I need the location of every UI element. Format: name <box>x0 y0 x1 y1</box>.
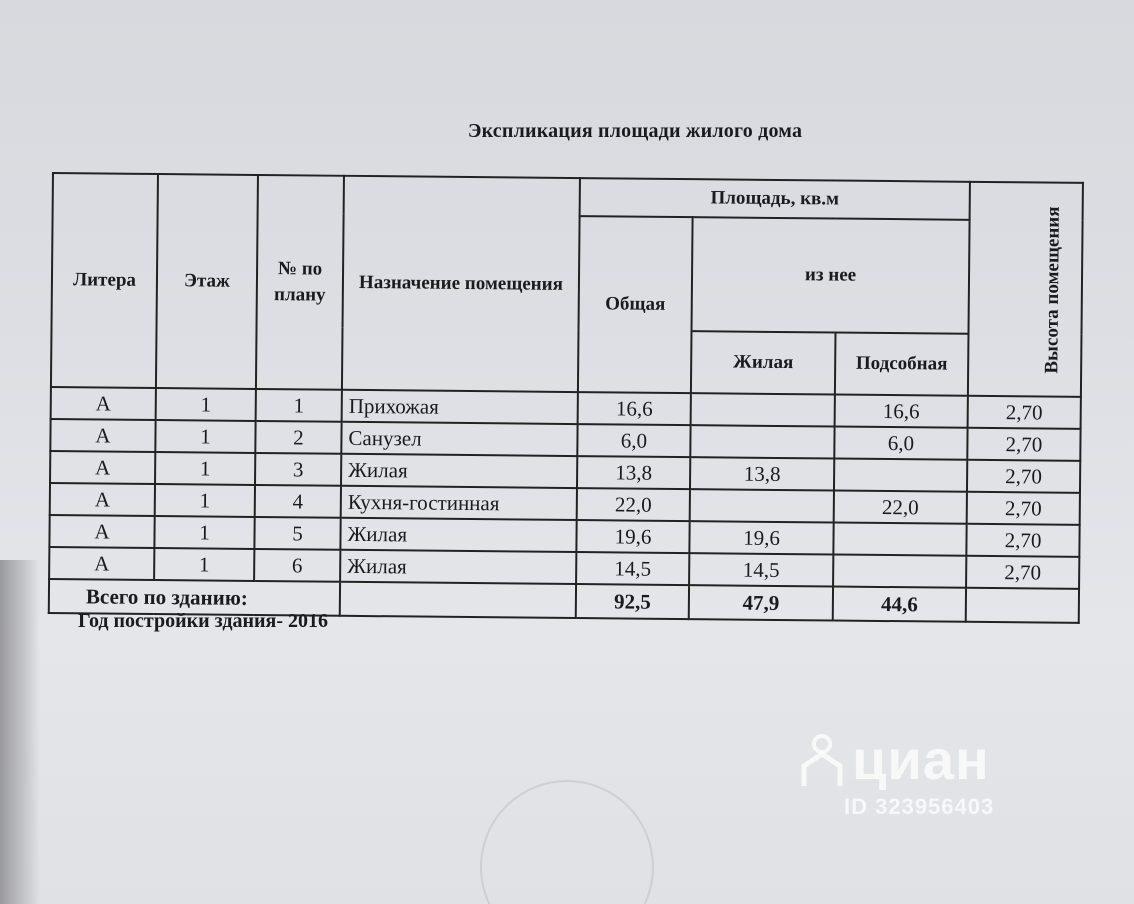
cell-total: 16,6 <box>578 392 691 425</box>
totals-total: 92,5 <box>576 584 689 619</box>
cell-purpose: Жилая <box>341 454 577 488</box>
cell-height: 2,70 <box>966 556 1079 589</box>
cell-litera: А <box>50 419 155 452</box>
cell-auxiliary <box>834 459 967 492</box>
cell-floor: 1 <box>155 452 255 485</box>
cell-plan-no: 1 <box>256 389 342 422</box>
cell-auxiliary <box>833 555 966 588</box>
cell-floor: 1 <box>155 484 255 517</box>
cell-height: 2,70 <box>967 460 1080 493</box>
cell-total: 6,0 <box>577 424 690 457</box>
cell-living: 14,5 <box>689 553 833 586</box>
header-purpose: Назначение помещения <box>342 176 580 392</box>
cell-living: 13,8 <box>690 457 834 490</box>
cell-height: 2,70 <box>967 428 1080 461</box>
cell-total: 19,6 <box>576 520 689 553</box>
cell-purpose: Прихожая <box>342 390 578 424</box>
watermark-id: ID 323956403 <box>844 794 995 819</box>
cell-auxiliary <box>833 523 966 556</box>
cell-plan-no: 6 <box>254 549 340 582</box>
cell-living <box>691 393 835 426</box>
totals-empty-cell <box>340 582 576 618</box>
cell-height: 2,70 <box>966 524 1079 557</box>
cell-auxiliary: 6,0 <box>834 427 967 460</box>
cell-height: 2,70 <box>968 396 1081 429</box>
cell-plan-no: 2 <box>255 421 341 454</box>
cell-floor: 1 <box>155 420 255 453</box>
header-of-which: из нее <box>692 217 970 334</box>
totals-height-empty <box>966 588 1079 623</box>
cell-purpose: Кухня-гостинная <box>341 486 577 520</box>
cell-floor: 1 <box>156 388 256 421</box>
cell-plan-no: 4 <box>255 485 341 518</box>
cell-purpose: Жилая <box>340 518 576 552</box>
faded-stamp <box>480 780 654 904</box>
cell-total: 22,0 <box>577 488 690 521</box>
cell-litera: А <box>49 515 154 548</box>
cell-floor: 1 <box>154 516 254 549</box>
watermark-logo <box>800 728 994 791</box>
header-living: Жилая <box>691 331 836 394</box>
cell-living: 19,6 <box>689 521 833 554</box>
cell-living <box>690 489 834 522</box>
header-litera: Литера <box>51 173 158 388</box>
header-auxiliary: Подсобная <box>835 333 969 396</box>
totals-auxiliary: 44,6 <box>833 587 966 622</box>
watermark <box>800 728 995 820</box>
header-height <box>968 182 1083 397</box>
cell-total: 14,5 <box>576 552 689 585</box>
explication-table <box>48 172 1084 624</box>
cell-plan-no: 3 <box>255 453 341 486</box>
header-height-label: Высота помещения <box>1041 206 1064 374</box>
cell-litera: А <box>50 483 155 516</box>
build-year-note: Год постройки здания- 2016 <box>78 610 328 632</box>
cell-total: 13,8 <box>577 456 690 489</box>
document-title: Экспликация площади жилого дома <box>467 120 803 142</box>
cell-purpose: Санузел <box>341 422 577 456</box>
cell-floor: 1 <box>154 548 254 581</box>
header-total: Общая <box>578 216 693 393</box>
cell-auxiliary: 22,0 <box>834 491 967 524</box>
explication-table-wrapper <box>48 172 1092 624</box>
cell-litera: А <box>49 547 154 580</box>
cell-auxiliary: 16,6 <box>835 395 968 428</box>
watermark-brand: циан <box>852 728 990 791</box>
header-floor: Этаж <box>156 174 258 389</box>
cell-purpose: Жилая <box>340 550 576 584</box>
totals-label: Всего по зданию: <box>49 579 340 616</box>
house-pin-icon <box>800 732 844 788</box>
totals-living: 47,9 <box>689 585 833 620</box>
cell-plan-no: 5 <box>254 517 340 550</box>
cell-litera: А <box>50 451 155 484</box>
cell-height: 2,70 <box>967 492 1080 525</box>
cell-litera: А <box>51 387 156 420</box>
header-plan-no: № по плану <box>256 175 344 390</box>
header-area-group: Площадь, кв.м <box>580 178 970 220</box>
cell-living <box>690 425 834 458</box>
